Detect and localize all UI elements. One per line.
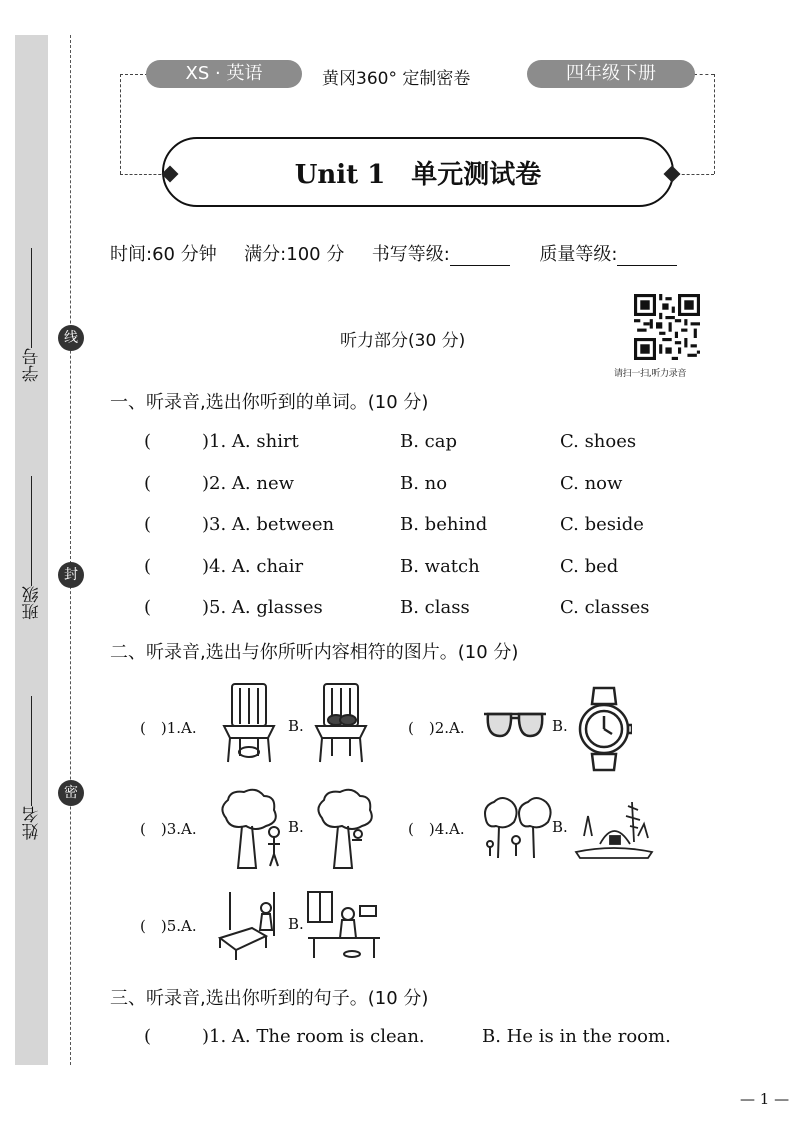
header-dash [694, 74, 714, 75]
option-b: B. no [400, 473, 448, 494]
qr-code-icon[interactable] [634, 294, 700, 360]
section2-title: 二、听录音,选出与你所听内容相符的图片。(10 分) [110, 642, 519, 663]
unit-title [162, 137, 674, 207]
option-c: C. classes [560, 597, 650, 618]
tree-boy-behind-image [312, 788, 382, 870]
chair-shoes-under-image [218, 680, 280, 764]
picture-option-b: B. [288, 717, 304, 735]
tree-boy-beside-image [216, 788, 286, 870]
option-a: )2. A. new [202, 473, 295, 494]
section1-title: 一、听录音,选出你听到的单词。(10 分) [110, 392, 429, 413]
seal-secret: 密 [58, 780, 84, 806]
unit-title-text: Unit 1 单元测试卷 [294, 159, 542, 190]
answer-paren[interactable]: ( [144, 514, 152, 535]
option-b: B. cap [400, 431, 458, 452]
answer-paren[interactable]: ( [144, 473, 152, 494]
class-label: 班级 [22, 586, 43, 620]
grade-pill: 四年级下册 [527, 60, 695, 88]
two-trees-children-image [482, 796, 554, 860]
option-b: B. class [400, 597, 470, 618]
chair-shoes-on-image [310, 680, 372, 764]
option-c: C. bed [560, 556, 619, 577]
picture-question-4: ( )4.A. [408, 820, 465, 838]
option-b: B. behind [400, 514, 488, 535]
picture-question-2: ( )2.A. [408, 719, 465, 737]
name-label: 姓名 [22, 806, 43, 840]
option-a: )5. A. glasses [202, 597, 323, 618]
exam-meta [110, 240, 677, 266]
student-id-label: 学号 [22, 348, 43, 382]
question-row [144, 473, 294, 494]
writing-grade-label: 书写等级: [371, 244, 450, 265]
option-c: C. beside [560, 514, 644, 535]
subject-pill: XS · 英语 [146, 60, 302, 88]
brand-title: 黄冈360° 定制密卷 [322, 69, 471, 89]
page-number: — 1 — [740, 1090, 790, 1108]
seal-line: 线 [58, 325, 84, 351]
picture-question-3: ( )3.A. [140, 820, 197, 838]
answer-paren[interactable]: ( [144, 1026, 152, 1047]
option-c: C. shoes [560, 431, 637, 452]
question-row [144, 1026, 425, 1047]
section3-title: 三、听录音,选出你听到的句子。(10 分) [110, 988, 429, 1009]
option-b: B. He is in the room. [482, 1026, 671, 1047]
student-id-field [20, 232, 44, 382]
question-row [144, 556, 303, 577]
option-b: B. watch [400, 556, 480, 577]
girl-desk-room-image [304, 888, 384, 962]
time-limit: 时间:60 分钟 [110, 244, 217, 265]
answer-paren[interactable]: ( [144, 431, 152, 452]
option-a: )1. A. The room is clean. [202, 1026, 425, 1047]
girl-bed-room-image [216, 890, 282, 962]
qr-caption: 请扫一扫,听力录音 [614, 369, 687, 379]
garden-hut-image [574, 796, 654, 862]
picture-question-5: ( )5.A. [140, 917, 197, 935]
option-a: )3. A. between [202, 514, 335, 535]
name-field [20, 680, 44, 840]
question-row [144, 431, 299, 452]
option-c: C. now [560, 473, 623, 494]
quality-grade-label: 质量等级: [539, 244, 618, 265]
listening-heading: 听力部分(30 分) [340, 331, 466, 351]
header-dash [714, 74, 715, 174]
picture-option-b: B. [552, 717, 568, 735]
quality-grade-blank[interactable] [617, 265, 677, 266]
picture-option-b: B. [288, 818, 304, 836]
answer-paren[interactable]: ( [144, 556, 152, 577]
seal-seal: 封 [58, 562, 84, 588]
question-row [144, 514, 334, 535]
option-a: )1. A. shirt [202, 431, 299, 452]
full-score: 满分:100 分 [244, 244, 345, 265]
cut-line [70, 35, 71, 1065]
option-a: )4. A. chair [202, 556, 304, 577]
header-dash [120, 174, 166, 175]
picture-question-1: ( )1.A. [140, 719, 197, 737]
picture-option-b: B. [288, 915, 304, 933]
header-dash [120, 74, 148, 75]
glasses-image [482, 708, 548, 744]
question-row [144, 597, 323, 618]
answer-paren[interactable]: ( [144, 597, 152, 618]
picture-option-b: B. [552, 818, 568, 836]
writing-grade-blank[interactable] [450, 265, 510, 266]
watch-image [576, 686, 632, 772]
header-dash [120, 74, 121, 174]
class-field [20, 460, 44, 620]
